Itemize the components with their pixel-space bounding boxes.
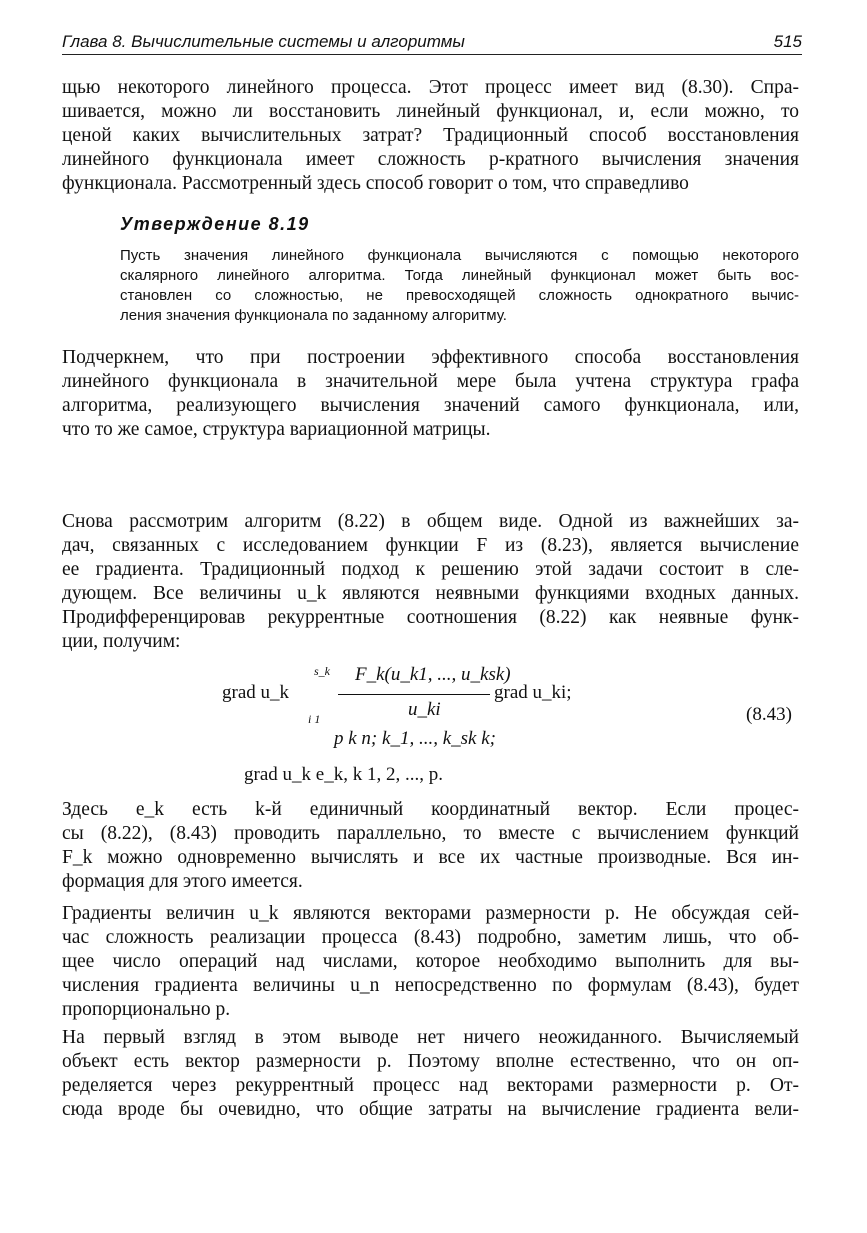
paragraph-5 bbox=[62, 902, 799, 1022]
statement-line: Пусть значения линейного функционала вычисляются с помощью некоторого bbox=[120, 247, 799, 264]
text-line: дач, связанных с исследованием функции F из (8.23), является вычисление bbox=[62, 535, 799, 556]
text-line: ценой каких вычислительных затрат? Традиционный способ восстановления bbox=[62, 125, 799, 146]
text-line: функционала. Рассмотренный здесь способ говорит о том, что справедливо bbox=[62, 173, 689, 194]
text-line: Продифференцировав рекуррентные соотношения (8.22) как неявные функ- bbox=[62, 607, 799, 628]
text-line: числения градиента величины u_n непосредственно по формулам (8.43), будет bbox=[62, 975, 799, 996]
formula-denominator: u_ki bbox=[408, 699, 441, 720]
text-line: объект есть вектор размерности p. Поэтому вполне естественно, что он оп- bbox=[62, 1051, 799, 1072]
text-line: щее число операций над числами, которое необходимо выполнить для вы- bbox=[62, 951, 799, 972]
text-line: формация для этого имеется. bbox=[62, 871, 303, 892]
running-header bbox=[62, 30, 802, 55]
text-line: На первый взгляд в этом выводе нет ничего неожиданного. Вычисляемый bbox=[62, 1027, 799, 1048]
text-line: линейного функционала в значительной мере была учтена структура графа bbox=[62, 371, 799, 392]
text-line: Здесь e_k есть k-й единичный координатный вектор. Если процес- bbox=[62, 799, 799, 820]
text-line: сюда вроде бы очевидно, что общие затраты на вычисление градиента вели- bbox=[62, 1099, 799, 1120]
statement-body bbox=[120, 246, 799, 326]
paragraph-3 bbox=[62, 510, 799, 654]
formula-second-line: grad u_k e_k, k 1, 2, ..., p. bbox=[244, 764, 443, 785]
text-line: ределяется через рекуррентный процесс над векторами размерности p. От- bbox=[62, 1075, 799, 1096]
text-line: шивается, можно ли восстановить линейный функционал, и, если можно, то bbox=[62, 101, 799, 122]
text-line: алгоритма, реализующего вычисления значений самого функционала, или, bbox=[62, 395, 799, 416]
text-line: пропорционально p. bbox=[62, 999, 231, 1020]
text-line: щью некоторого линейного процесса. Этот процесс имеет вид (8.30). Спра- bbox=[62, 77, 799, 98]
text-line: Снова рассмотрим алгоритм (8.22) в общем виде. Одной из важнейших за- bbox=[62, 511, 799, 532]
fraction-bar bbox=[338, 694, 490, 695]
formula-condition: p k n; k_1, ..., k_sk k; bbox=[334, 728, 496, 749]
text-line: сы (8.22), (8.43) проводить параллельно, то вместе с вычислением функций bbox=[62, 823, 799, 844]
text-line: ее градиента. Традиционный подход к решению этой задачи состоит в сле- bbox=[62, 559, 799, 580]
text-line: что то же самое, структура вариационной матрицы. bbox=[62, 419, 491, 440]
text-line: дующем. Все величины u_k являются неявными функциями входных данных. bbox=[62, 583, 799, 604]
paragraph-2 bbox=[62, 346, 799, 442]
statement-line: скалярного линейного алгоритма. Тогда линейный функционал может быть вос- bbox=[120, 267, 799, 284]
sum-upper-limit: s_k bbox=[314, 664, 330, 678]
paragraph-6 bbox=[62, 1026, 799, 1122]
text-line: Подчеркнем, что при построении эффективного способа восстановления bbox=[62, 347, 799, 368]
text-line: F_k можно одновременно вычислять и все их частные производные. Вся ин- bbox=[62, 847, 799, 868]
paragraph-4 bbox=[62, 798, 799, 894]
statement-title: Утверждение 8.19 bbox=[120, 214, 310, 234]
text-line: линейного функционала имеет сложность p-кратного вычисления значения bbox=[62, 149, 799, 170]
text-line: ции, получим: bbox=[62, 631, 181, 652]
sum-lower-limit: i 1 bbox=[308, 712, 321, 726]
chapter-title: Глава 8. Вычислительные системы и алгоритмы bbox=[62, 32, 465, 51]
formula-numerator: F_k(u_k1, ..., u_ksk) bbox=[355, 664, 511, 685]
text-line: час сложность реализации процесса (8.43) подробно, заметим лишь, что об- bbox=[62, 927, 799, 948]
formula-lhs: grad u_k bbox=[222, 682, 290, 703]
page-number: 515 bbox=[773, 32, 802, 51]
text-line: Градиенты величин u_k являются векторами размерности p. Не обсуждая сей- bbox=[62, 903, 799, 924]
paragraph-1 bbox=[62, 76, 799, 196]
formula-rhs: grad u_ki; bbox=[494, 682, 572, 703]
equation-number: (8.43) bbox=[746, 704, 792, 725]
statement-line: становлен со сложностью, не превосходящей сложность однократного вычис- bbox=[120, 287, 799, 304]
statement-line: ления значения функционала по заданному алгоритму. bbox=[120, 307, 507, 324]
